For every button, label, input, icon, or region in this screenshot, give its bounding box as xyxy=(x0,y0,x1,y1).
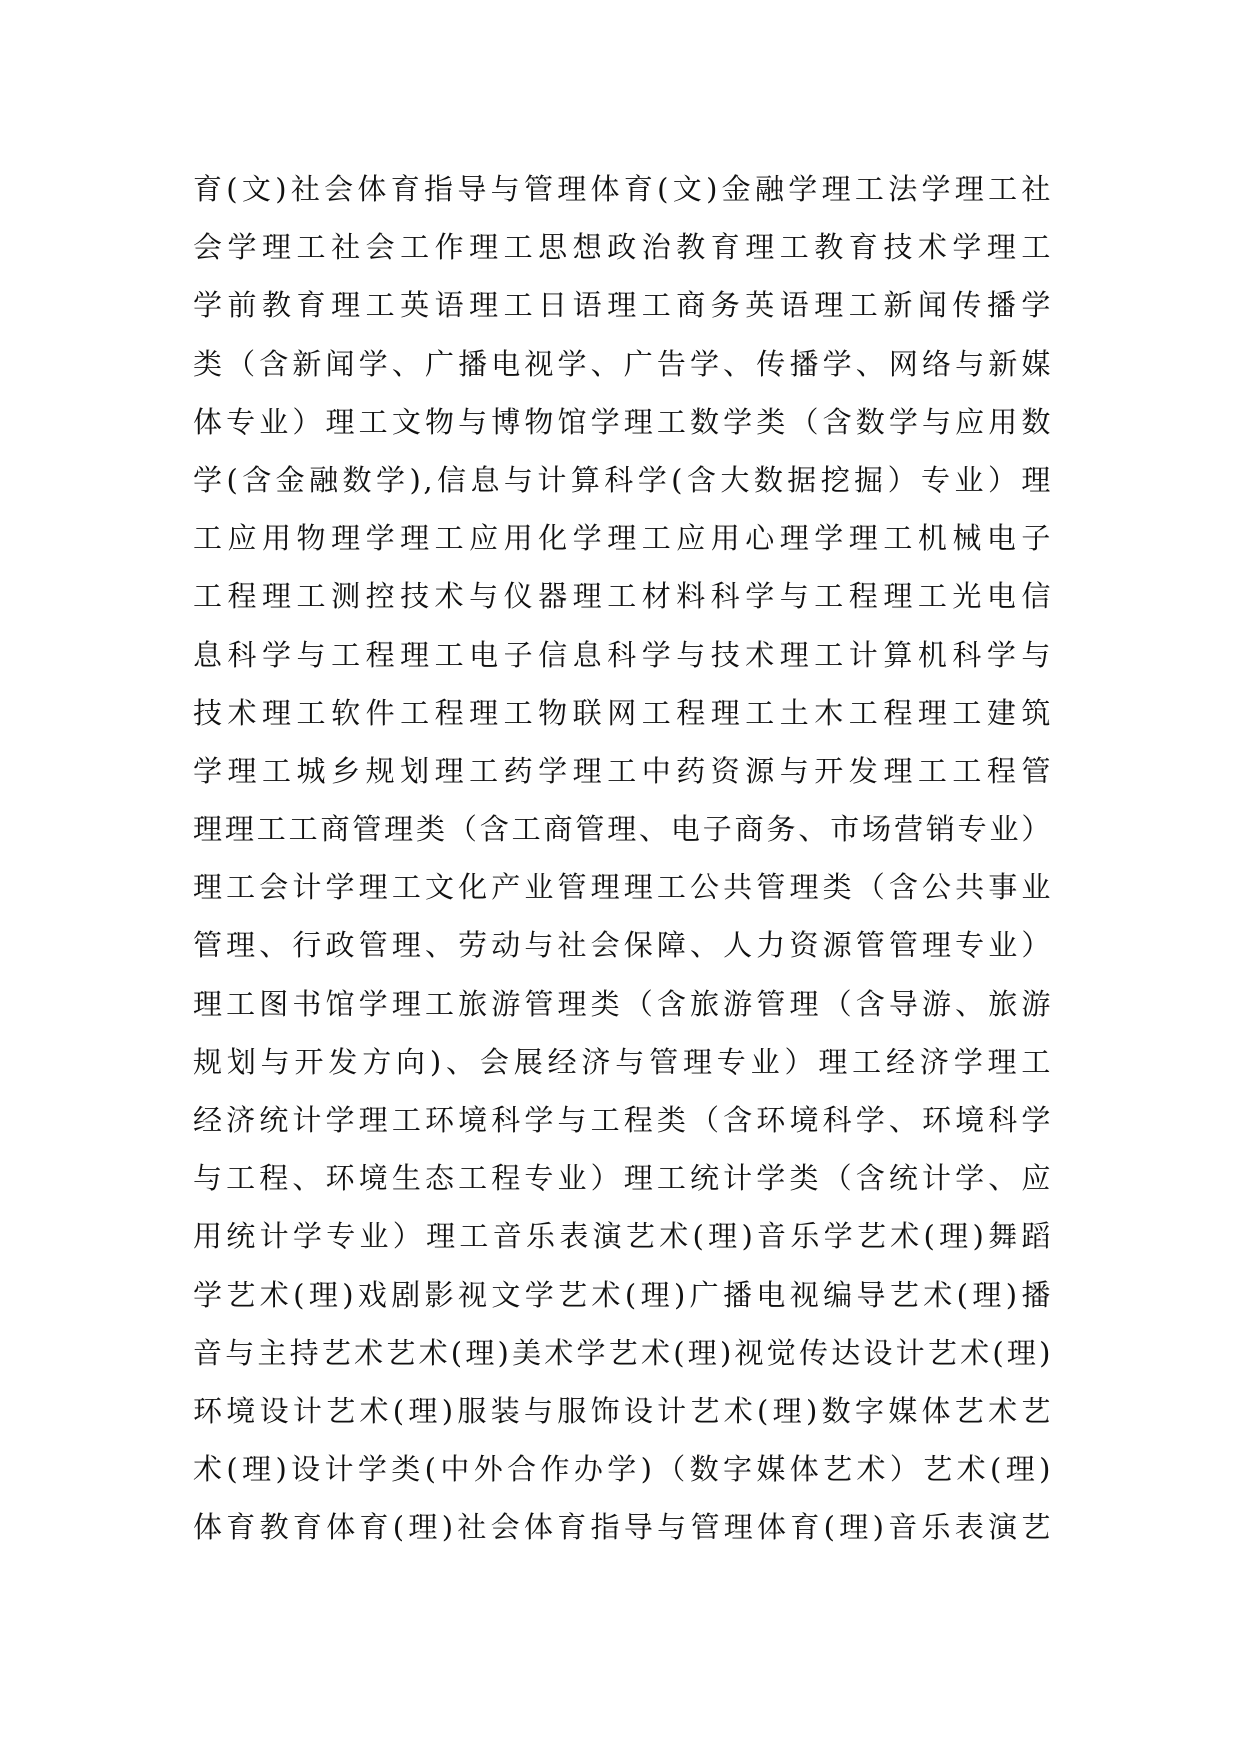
body-text xyxy=(193,160,1073,1557)
text-line-4: 类（含新闻学、广播电视学、广告学、传播学、网络与新媒 xyxy=(193,346,1053,381)
text-line-15: 理工图书馆学理工旅游管理类（含旅游管理（含导游、旅游 xyxy=(193,986,1053,1021)
text-line-2: 会学理工社会工作理工思想政治教育理工教育技术学理工 xyxy=(193,230,1053,265)
text-line-5: 体专业）理工文物与博物馆学理工数学类（含数学与应用数 xyxy=(193,404,1053,439)
text-line-6: 学(含金融数学),信息与计算科学(含大数据挖掘）专业）理 xyxy=(193,462,1053,497)
text-line-22: 环境设计艺术(理)服装与服饰设计艺术(理)数字媒体艺术艺 xyxy=(193,1393,1053,1428)
text-line-1: 育(文)社会体育指导与管理体育(文)金融学理工法学理工社 xyxy=(193,172,1053,206)
text-line-24: 体育教育体育(理)社会体育指导与管理体育(理)音乐表演艺 xyxy=(193,1510,1053,1545)
text-line-3: 学前教育理工英语理工日语理工商务英语理工新闻传播学 xyxy=(193,288,1053,323)
text-line-18: 与工程、环境生态工程专业）理工统计学类（含统计学、应 xyxy=(193,1161,1053,1196)
text-line-14: 管理、行政管理、劳动与社会保障、人力资源管管理专业） xyxy=(193,928,1053,963)
text-line-12: 理理工工商管理类（含工商管理、电子商务、市场营销专业） xyxy=(193,812,1053,847)
text-line-8: 工程理工测控技术与仪器理工材料科学与工程理工光电信 xyxy=(193,579,1053,614)
text-line-20: 学艺术(理)戏剧影视文学艺术(理)广播电视编导艺术(理)播 xyxy=(193,1277,1053,1312)
text-line-10: 技术理工软件工程理工物联网工程理工土木工程理工建筑 xyxy=(193,695,1053,730)
text-line-19: 用统计学专业）理工音乐表演艺术(理)音乐学艺术(理)舞蹈 xyxy=(193,1219,1053,1254)
text-line-17: 经济统计学理工环境科学与工程类（含环境科学、环境科学 xyxy=(193,1103,1053,1137)
text-line-16: 规划与开发方向)、会展经济与管理专业）理工经济学理工 xyxy=(193,1044,1053,1079)
text-line-23: 术(理)设计学类(中外合作办学)（数字媒体艺术）艺术(理) xyxy=(193,1452,1053,1487)
text-line-13: 理工会计学理工文化产业管理理工公共管理类（含公共事业 xyxy=(193,870,1053,905)
text-line-7: 工应用物理学理工应用化学理工应用心理学理工机械电子 xyxy=(193,521,1053,556)
text-line-9: 息科学与工程理工电子信息科学与技术理工计算机科学与 xyxy=(193,637,1053,672)
text-line-21: 音与主持艺术艺术(理)美术学艺术(理)视觉传达设计艺术(理) xyxy=(193,1335,1053,1370)
text-line-11: 学理工城乡规划理工药学理工中药资源与开发理工工程管 xyxy=(193,753,1053,788)
